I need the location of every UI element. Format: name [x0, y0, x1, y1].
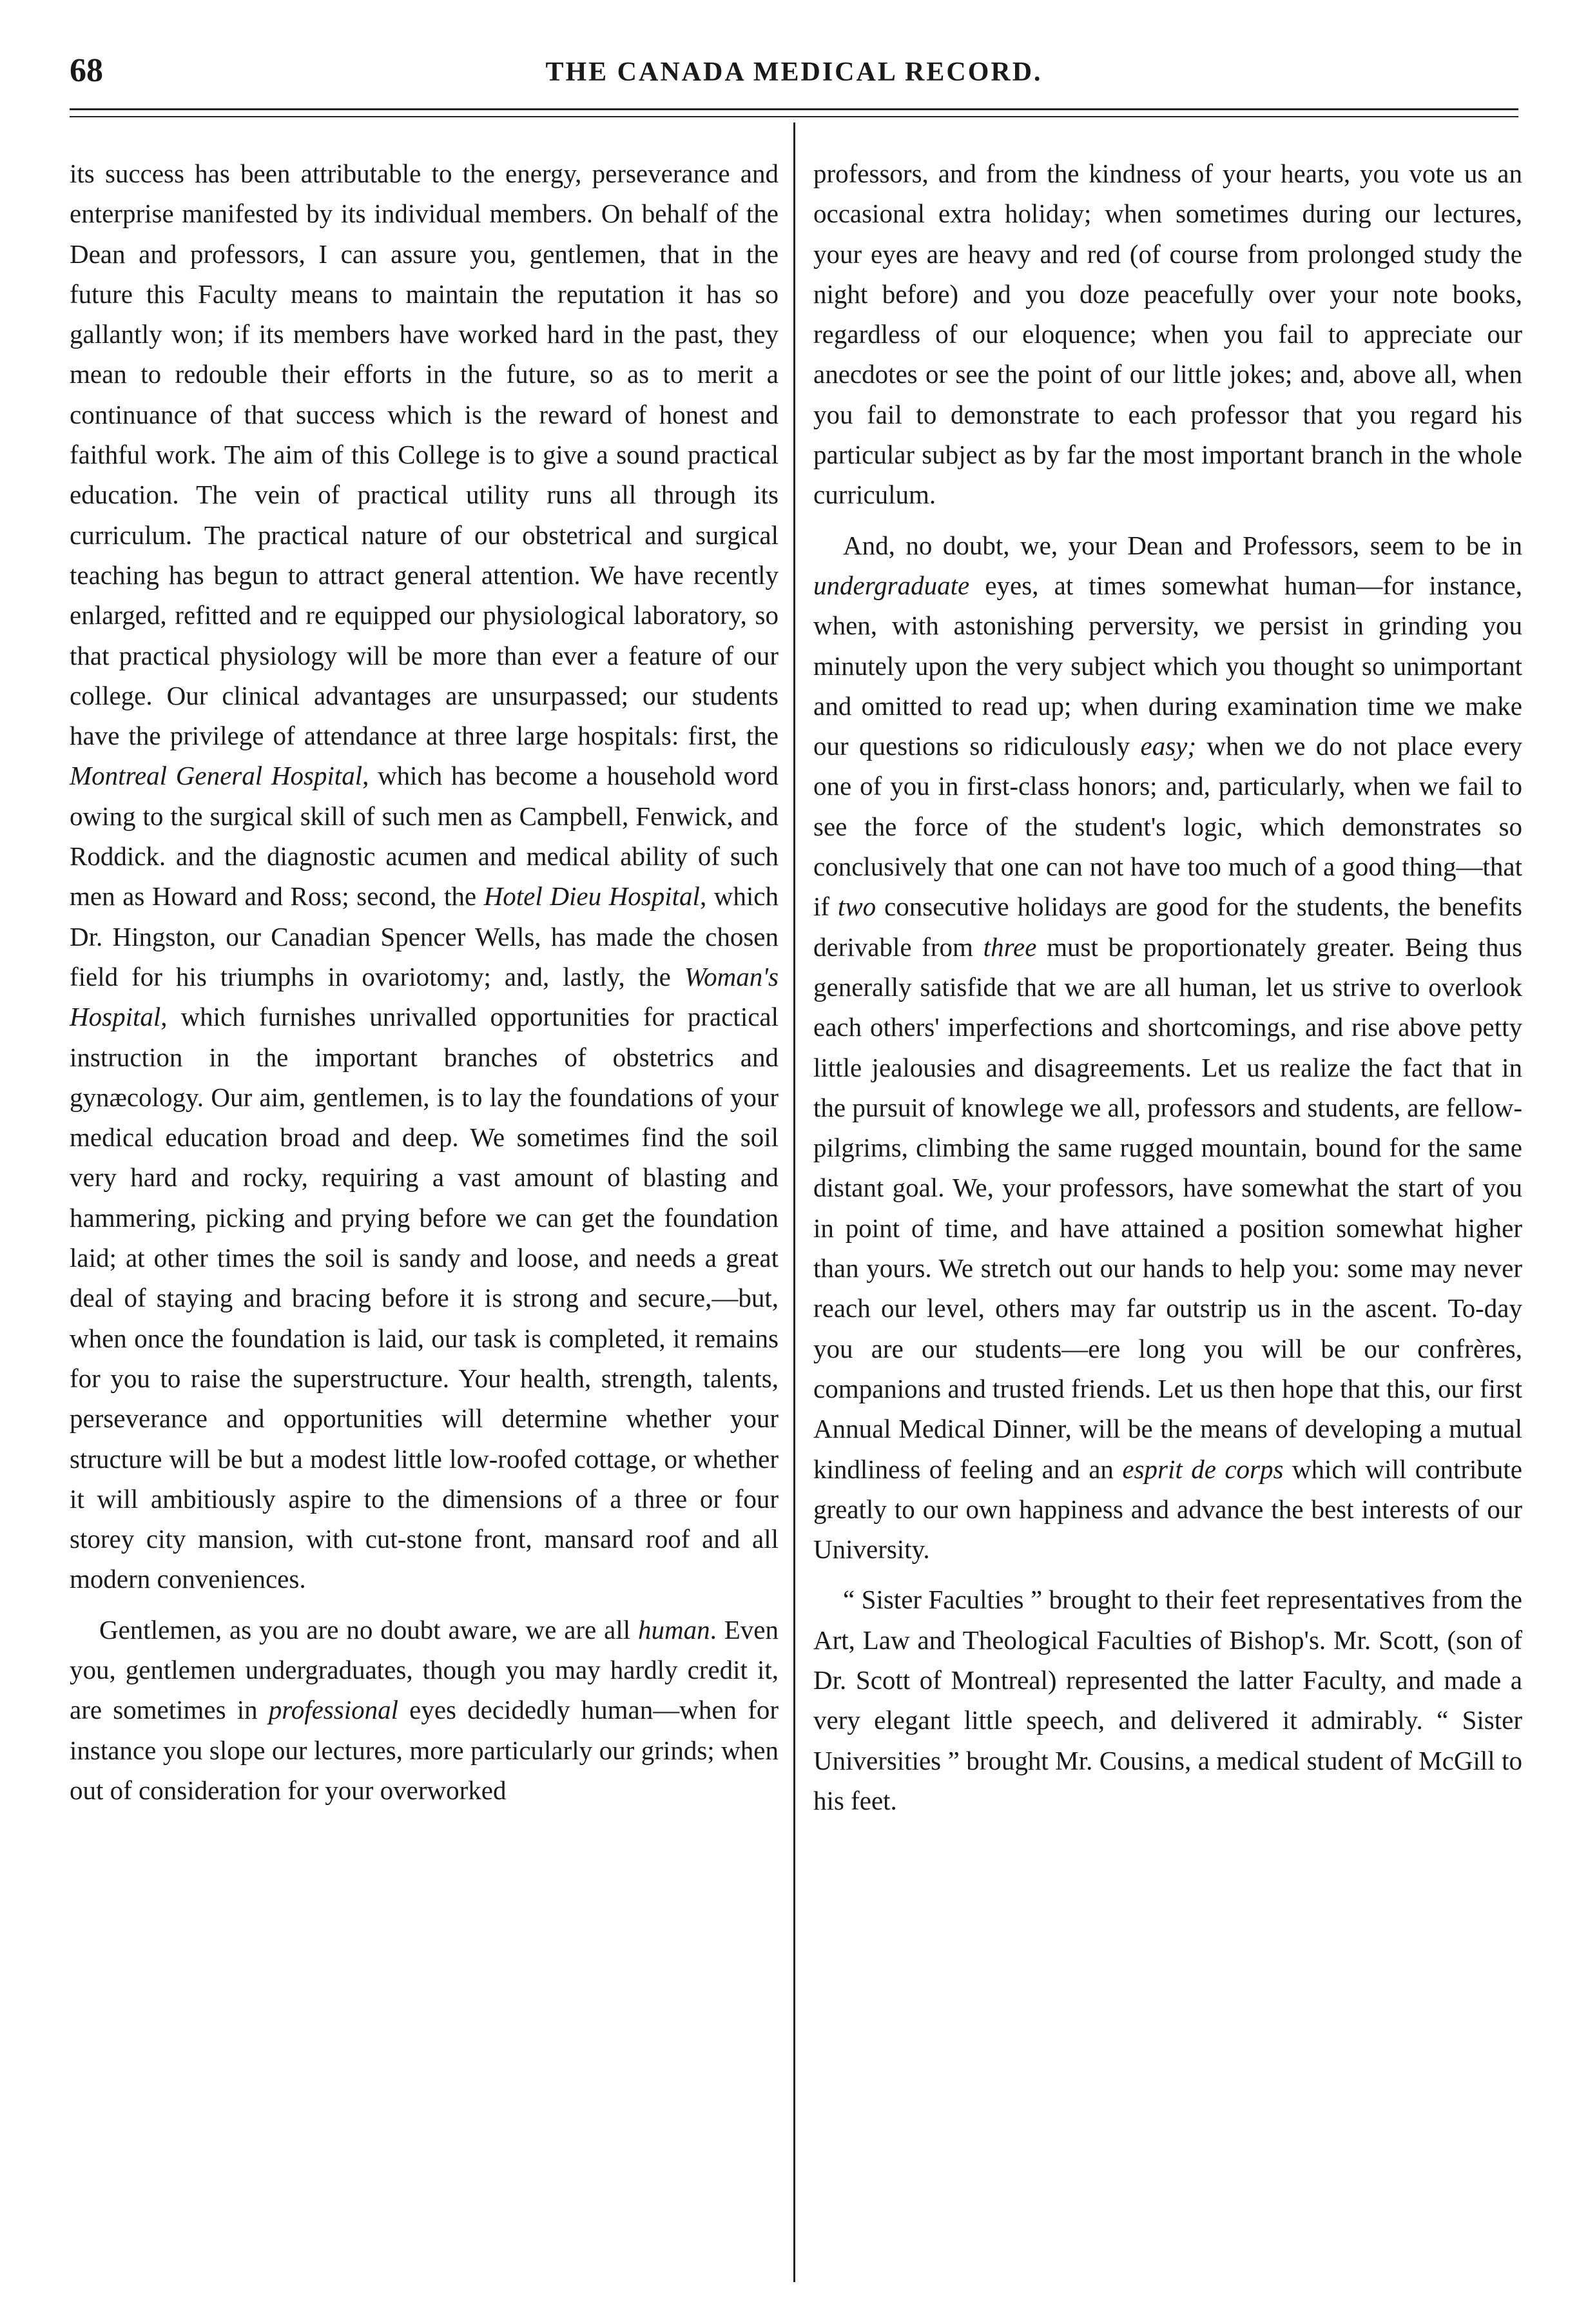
italic-text: Woman's Hospital — [70, 961, 779, 1032]
article-paragraph — [70, 153, 779, 1599]
paragraph-text: which will contribute greatly to our own happiness and advance the best interests of our University. — [813, 1454, 1522, 1565]
italic-text: Montreal General Hospital — [70, 761, 363, 791]
header-rule-top — [70, 108, 1518, 110]
paragraph-text: eyes decidedly human—when for instance you slope our lectures, more particularly our grinds; when out of consideration for your overworked — [70, 1695, 779, 1805]
paragraph-text: consecutive holidays are good for the students, the benefits derivable from — [813, 892, 1522, 962]
italic-text: three — [983, 932, 1037, 962]
paragraph-text: its success has been attributable to the energy, perseverance and enterprise manifested by its individual members. On behalf of the Dean and professors, I can assure you, gentlemen, that in the future this Faculty means to maintain the reputation it has so gallantly won; if its members have worked hard in the past, they mean to redouble their efforts in the future, so as to merit a continuance of that success which is the reward of honest and faithful work. The aim of this College is to give a sound practical education. The vein of practical utility runs all through its curriculum. The practical nature of our obstetrical and surgical teaching has begun to attract general attention. We have recently enlarged, refitted and re equipped our physiological laboratory, so that practical physiology will be more than ever a feature of our college. Our clinical advantages are unsurpassed; our students have the privilege of attendance at three large hospitals: first, the — [70, 159, 779, 751]
paragraph-text: when we do not place every one of you in first-class honors; and, particularly, when we fail to see the force of the student's logic, which demonstrates so conclusively that one can not have too much of a good thing—that if — [813, 731, 1522, 922]
column-divider — [793, 122, 795, 2282]
italic-text: professional — [268, 1695, 398, 1725]
paragraph-text: , which Dr. Hingston, our Canadian Spencer Wells, has made the chosen field for his triumphs in ovariotomy; and, lastly, the — [70, 881, 779, 991]
paragraph-text: “ Sister Faculties ” brought to their feet representatives from the Art, Law and Theological Faculties of Bishop's. Mr. Scott, (son of Dr. Scott of Montreal) represented the latter Faculty, and made a very elegant little speech, and delivered it admirably. “ Sister Universities ” brought Mr. Cousins, a medical student of McGill to his feet. — [813, 1585, 1522, 1815]
paragraph-text: , which furnishes unrivalled opportunities for practical instruction in the important branches of obstetrics and gynæcology. Our aim, gentlemen, is to lay the foundations of your medical education broad and deep. We sometimes find the soil very hard and rocky, requiring a vast amount of blasting and hammering, picking and prying before we can get the foundation laid; at other times the soil is sandy and loose, and needs a great deal of staying and bracing before it is strong and secure,—but, when once the foundation is laid, our task is completed, it remains for you to raise the superstructure. Your health, strength, talents, perseverance and opportunities will determine whether your structure will be but a modest little low-roofed cottage, or whether it will ambitiously aspire to the dimensions of a three or four storey city mansion, with cut-stone front, mansard roof and all modern conveniences. — [70, 1002, 779, 1594]
italic-text: two — [837, 892, 876, 922]
right-column — [813, 153, 1522, 1831]
italic-text: esprit de corps — [1122, 1454, 1284, 1484]
page-number: 68 — [70, 52, 103, 89]
article-paragraph — [813, 1579, 1522, 1821]
italic-text: Hotel Dieu Hospital — [483, 881, 700, 912]
paragraph-text: professors, and from the kindness of your hearts, you vote us an occasional extra holiday; when sometimes during our lectures, your eyes are heavy and red (of course from prolonged study the night before) and you doze peacefully over your note books, regardless of our eloquence; when you fail to appreciate our anecdotes or see the point of our little jokes; and, above all, when you fail to demonstrate to each professor that you regard his particular subject as by far the most important branch in the whole curriculum. — [813, 159, 1522, 510]
paragraph-text: must be proportionately greater. Being thus generally satisfide that we are all human, let us strive to overlook each others' imperfections and shortcomings, and rise above petty little jealousies and disagreements. Let us realize the fact that in the pursuit of knowlege we all, professors and students, are fellow-pilgrims, climbing the same rugged mountain, bound for the same distant goal. We, your professors, have somewhat the start of you in point of time, and have attained a position somewhat higher than yours. We stretch out our hands to help you: some may never reach our level, others may far outstrip us in the ascent. To-day you are our students—ere long you will be our confrères, companions and trusted friends. Let us then hope that this, our first Annual Medical Dinner, will be the means of developing a mutual kindliness of feeling and an — [813, 932, 1522, 1484]
italic-text: undergraduate — [813, 570, 970, 600]
paragraph-text: eyes, at times somewhat human—for instance, when, with astonishing perversity, we persist in grinding you minutely upon the very subject which you thought so unimportant and omitted to read up; when during examination time we make our questions so ridiculously — [813, 570, 1522, 761]
paragraph-text: , which has become a household word owing to the surgical skill of such men as Campbell, Fenwick, and Roddick. and the diagnostic acumen and medical ability of such men as Howard and Ross; second, the — [70, 761, 779, 912]
journal-title: THE CANADA MEDICAL RECORD. — [545, 57, 1043, 87]
article-paragraph — [70, 1610, 779, 1810]
page-header — [70, 52, 1518, 90]
italic-text: human — [638, 1614, 710, 1645]
paragraph-text: Gentlemen, as you are no doubt aware, we are all — [99, 1614, 638, 1645]
left-column — [70, 153, 779, 1821]
article-paragraph — [813, 153, 1522, 515]
paragraph-text: And, no doubt, we, your Dean and Professors, seem to be in — [843, 530, 1522, 560]
article-paragraph — [813, 525, 1522, 1570]
italic-text: easy; — [1140, 731, 1197, 761]
paragraph-text: . Even you, gentlemen undergraduates, though you may hardly credit it, are sometimes in — [70, 1614, 779, 1725]
header-rule-bottom — [70, 116, 1518, 117]
